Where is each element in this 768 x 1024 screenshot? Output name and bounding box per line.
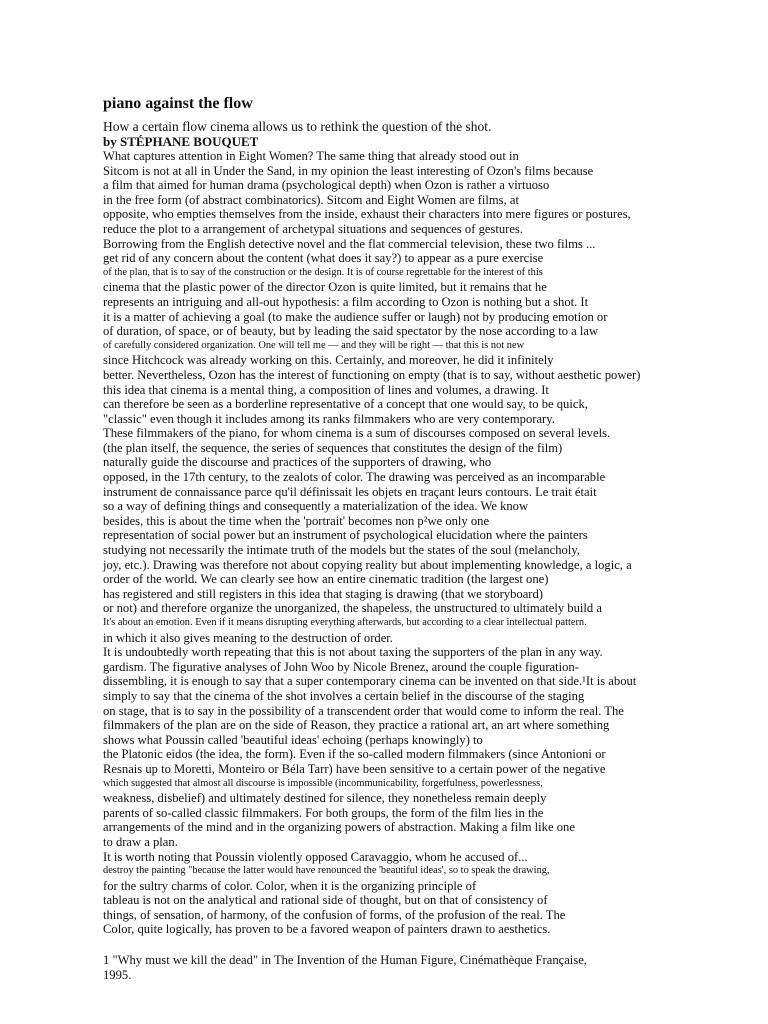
article-title: piano against the flow [103, 95, 253, 112]
body-line: It's about an emotion. Even if it means disrupting everything afterwards, but according to a clear intellectual pattern. [103, 617, 587, 628]
footnote-line: 1 "Why must we kill the dead" in The Invention of the Human Figure, Cinémathèque Française, [103, 953, 587, 968]
footnote [103, 953, 703, 982]
body-line: dissembling, it is enough to say that a super contemporary cinema can be invented on that side.¹It is about [103, 674, 637, 689]
body-line: represents an intriguing and all-out hypothesis: a film according to Ozon is nothing but a shot. It [103, 294, 589, 309]
body-line: gardism. The figurative analyses of John Woo by Nicole Brenez, around the couple figuration- [103, 659, 579, 674]
article-subtitle: How a certain flow cinema allows us to rethink the question of the shot. [103, 119, 492, 134]
body-line: parents of so-called classic filmmakers. For both groups, the form of the film lies in the [103, 805, 544, 820]
body-line: Resnais up to Moretti, Monteiro or Béla Tarr) have been sensitive to a certain power of the negative [103, 761, 606, 776]
body-line: of the plan, that is to say of the construction or the design. It is of course regrettable for the interest of this [103, 266, 543, 278]
body-line: simply to say that the cinema of the shot involves a certain belief in the discourse of the staging [103, 688, 585, 703]
body-line: for the sultry charms of color. Color, when it is the organizing principle of [103, 878, 477, 893]
body-line: filmmakers of the plan are on the side of Reason, they practice a rational art, an art where something [103, 718, 610, 733]
body-line: order of the world. We can clearly see how an entire cinematic tradition (the largest one) [103, 572, 549, 587]
body-line: destroy the painting "because the latter would have renounced the 'beautiful ideas', so to speak the drawing, [103, 865, 550, 877]
body-line: opposite, who empties themselves from the inside, exhaust their characters into mere figures or postures, [103, 207, 631, 222]
body-line: opposed, in the 17th century, to the zealots of color. The drawing was perceived as an incomparable [103, 470, 606, 485]
body-line: better. Nevertheless, Ozon has the interest of functioning on empty (that is to say, without aesthetic power) [103, 367, 641, 382]
body-line: in which it also gives meaning to the destruction of order. [103, 630, 393, 645]
body-line: It is worth noting that Poussin violently opposed Caravaggio, whom he accused of... [103, 849, 528, 864]
body-line: joy, etc.). Drawing was therefore not about copying reality but about implementing knowledge, a logic, a [103, 557, 632, 572]
body-line: can therefore be seen as a borderline representative of a concept that one would say, to be quick, [103, 397, 588, 412]
body-line: reduce the plot to a arrangement of archetypal situations and sequences of gestures. [103, 221, 523, 236]
body-line: It is undoubtedly worth repeating that this is not about taxing the supporters of the plan in any way. [103, 645, 603, 660]
body-line: get rid of any concern about the content (what does it say?) to appear as a pure exercise [103, 251, 544, 266]
body-line: the Platonic eidos (the idea, the form). Even if the so-called modern filmmakers (since Antonioni or [103, 747, 606, 762]
body-line: These filmmakers of the piano, for whom cinema is a sum of discourses composed on several levels. [103, 426, 611, 441]
article-body [103, 149, 703, 937]
body-line: has registered and still registers in this idea that staging is drawing (that we storyboard) [103, 586, 543, 601]
body-line: so a way of defining things and consequently a materialization of the idea. We know [103, 499, 529, 514]
body-line: Borrowing from the English detective novel and the flat commercial television, these two films ... [103, 236, 596, 251]
body-line: (the plan itself, the sequence, the series of sequences that constitutes the design of the film) [103, 440, 563, 455]
footnote-line: 1995. [103, 967, 132, 982]
body-line: of carefully considered organization. One will tell me — and they will be right — that this is not new [103, 339, 525, 351]
body-line: naturally guide the discourse and practices of the supporters of drawing, who [103, 455, 492, 470]
body-line: Color, quite logically, has proven to be a favored weapon of painters drawn to aesthetics. [103, 922, 551, 937]
body-line: it is a matter of achieving a goal (to make the audience suffer or laugh) not by producing emotion or [103, 309, 608, 324]
body-line: a film that aimed for human drama (psychological depth) when Ozon is rather a virtuoso [103, 178, 550, 193]
body-line: since Hitchcock was already working on this. Certainly, and moreover, he did it infinitely [103, 353, 554, 368]
body-line: "classic" even though it includes among its ranks filmmakers who are very contemporary. [103, 411, 555, 426]
body-line: in the free form (of abstract combinatorics). Sitcom and Eight Women are films, at [103, 192, 519, 207]
body-line: What captures attention in Eight Women? The same thing that already stood out in [103, 149, 519, 163]
body-line: or not) and therefore organize the unorganized, the shapeless, the unstructured to ultimately build a [103, 601, 602, 616]
article-byline: by STÉPHANE BOUQUET [103, 134, 259, 149]
body-line: Sitcom is not at all in Under the Sand, in my opinion the least interesting of Ozon's films because [103, 163, 594, 178]
body-line: things, of sensation, of harmony, of the confusion of forms, of the profusion of the real. The [103, 907, 566, 922]
article-page [103, 95, 703, 982]
body-line: arrangements of the mind and in the organizing powers of abstraction. Making a film like one [103, 820, 575, 835]
body-line: tableau is not on the analytical and rational side of thought, but on that of consistency of [103, 893, 548, 908]
body-line: shows what Poussin called 'beautiful ideas' echoing (perhaps knowingly) to [103, 732, 483, 747]
body-line: this idea that cinema is a mental thing, a composition of lines and volumes, a drawing. It [103, 382, 549, 397]
body-line: on stage, that is to say in the possibility of a transcendent order that would come to inform the real. The [103, 703, 624, 718]
body-line: instrument de connaissance parce qu'il définissait les objets en traçant leurs contours. Le trait était [103, 484, 597, 499]
body-line: representation of social power but an instrument of psychological elucidation where the painters [103, 528, 588, 543]
body-line: besides, this is about the time when the 'portrait' becomes non p²we only one [103, 513, 490, 528]
body-line: weakness, disbelief) and ultimately destined for silence, they nonetheless remain deeply [103, 791, 547, 806]
body-line: studying not necessarily the intimate truth of the models but the states of the soul (melancholy, [103, 543, 580, 558]
body-line: which suggested that almost all discourse is impossible (incommunicability, forgetfulness, powerlessness, [103, 777, 543, 789]
body-line: of duration, of space, or of beauty, but by leading the said spectator by the nose according to a law [103, 324, 599, 339]
body-line: cinema that the plastic power of the director Ozon is quite limited, but it remains that he [103, 280, 547, 295]
body-line: to draw a plan. [103, 834, 178, 849]
